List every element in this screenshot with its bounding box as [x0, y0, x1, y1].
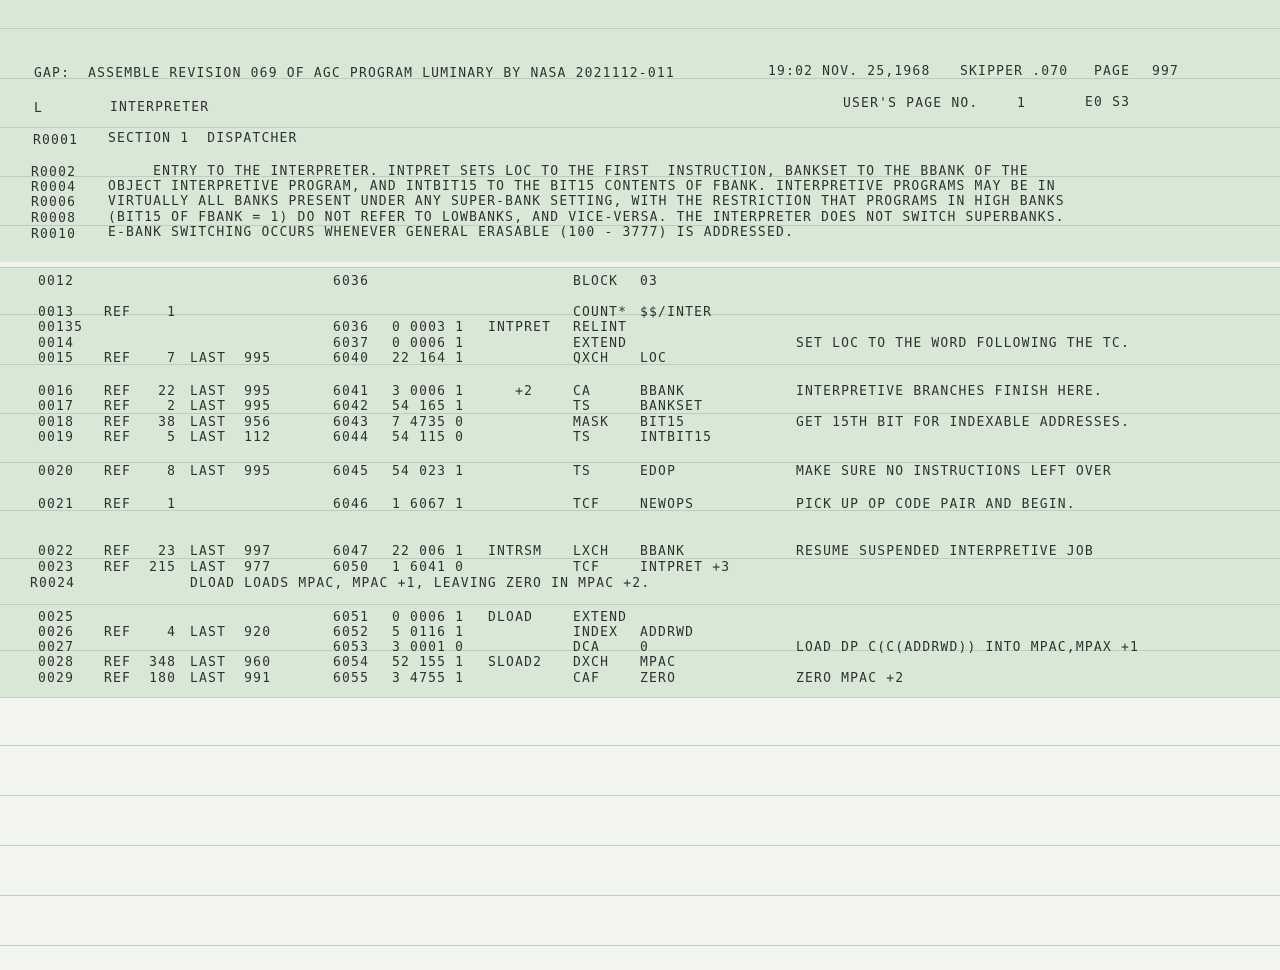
line-number: 00135	[38, 320, 84, 335]
paper-rule	[0, 795, 1280, 796]
opcode: TCF	[573, 497, 601, 512]
line-number: 0016	[38, 384, 75, 399]
operand: 03	[640, 274, 659, 289]
remark-text: (BIT15 OF FBANK = 1) DO NOT REFER TO LOWBANKS, AND VICE-VERSA. THE INTERPRETER DOES NOT SWITCH SUPERBANKS.	[108, 210, 1065, 225]
address: 6050	[333, 560, 370, 575]
opcode: COUNT*	[573, 305, 628, 320]
comment: LOAD DP C(C(ADDRWD)) INTO MPAC,MPAX +1	[796, 640, 1140, 655]
address: 6055	[333, 671, 370, 686]
ref-count: REF 22	[104, 384, 177, 399]
ref-count: REF 4	[104, 625, 177, 640]
line-number: 0020	[38, 464, 75, 479]
octal-word: 1 6067 1	[392, 497, 465, 512]
comment: ZERO MPAC +2	[796, 671, 905, 686]
operand: EDOP	[640, 464, 677, 479]
opcode: INDEX	[573, 625, 619, 640]
address: 6041	[333, 384, 370, 399]
eo-code: E0 S3	[1085, 95, 1131, 110]
paper-rule	[0, 895, 1280, 896]
octal-word: 0 0003 1	[392, 320, 465, 335]
opcode: DCA	[573, 640, 601, 655]
log-code: L	[34, 101, 44, 116]
paper-band	[0, 0, 1280, 28]
users-page-number: 1	[1017, 96, 1027, 111]
octal-word: 54 115 0	[392, 430, 465, 445]
paper-rule	[0, 28, 1280, 29]
ref-count: REF 215	[104, 560, 177, 575]
paper-rule	[0, 462, 1280, 463]
opcode: DXCH	[573, 655, 610, 670]
operand: BBANK	[640, 544, 686, 559]
operand: 0	[640, 640, 650, 655]
opcode: QXCH	[573, 351, 610, 366]
label: +2	[488, 384, 534, 399]
line-number: 0029	[38, 671, 75, 686]
line-number: 0026	[38, 625, 75, 640]
label: INTRSM	[488, 544, 543, 559]
comment: SET LOC TO THE WORD FOLLOWING THE TC.	[796, 336, 1130, 351]
assembly-title: GAP: ASSEMBLE REVISION 069 OF AGC PROGRAM LUMINARY BY NASA 2021112-011	[34, 66, 675, 81]
last-page: LAST 956	[190, 415, 272, 430]
opcode: LXCH	[573, 544, 610, 559]
remark-number: R0006	[31, 195, 77, 210]
remark-text: E-BANK SWITCHING OCCURS WHENEVER GENERAL ERASABLE (100 - 3777) IS ADDRESSED.	[108, 225, 795, 240]
ref-count: REF 23	[104, 544, 177, 559]
opcode: EXTEND	[573, 610, 628, 625]
paper-rule	[0, 697, 1280, 698]
paper-rule	[0, 267, 1280, 268]
opcode: TS	[573, 399, 592, 414]
opcode: TS	[573, 430, 592, 445]
paper-rule	[0, 604, 1280, 605]
last-page: LAST 995	[190, 399, 272, 414]
address: 6051	[333, 610, 370, 625]
octal-word: 3 0001 0	[392, 640, 465, 655]
label: DLOAD	[488, 610, 534, 625]
section-number: R0001	[33, 133, 79, 148]
octal-word: 22 006 1	[392, 544, 465, 559]
octal-word: 3 0006 1	[392, 384, 465, 399]
operand: BIT15	[640, 415, 686, 430]
ref-count: REF 180	[104, 671, 177, 686]
last-page: LAST 995	[190, 464, 272, 479]
octal-word: 0 0006 1	[392, 610, 465, 625]
last-page: LAST 960	[190, 655, 272, 670]
octal-word: 5 0116 1	[392, 625, 465, 640]
remark-number: R0010	[31, 227, 77, 242]
paper-rule	[0, 945, 1280, 946]
octal-word: 52 155 1	[392, 655, 465, 670]
operand: MPAC	[640, 655, 677, 670]
last-page: LAST 995	[190, 384, 272, 399]
address: 6053	[333, 640, 370, 655]
address: 6047	[333, 544, 370, 559]
operand: $$/INTER	[640, 305, 713, 320]
comment: GET 15TH BIT FOR INDEXABLE ADDRESSES.	[796, 415, 1130, 430]
opcode: CAF	[573, 671, 601, 686]
operand: BANKSET	[640, 399, 704, 414]
octal-word: 22 164 1	[392, 351, 465, 366]
address: 6044	[333, 430, 370, 445]
address: 6052	[333, 625, 370, 640]
octal-word: 0 0006 1	[392, 336, 465, 351]
last-page: LAST 977	[190, 560, 272, 575]
operand: INTPRET +3	[640, 560, 731, 575]
address: 6040	[333, 351, 370, 366]
remark-number: R0024	[30, 576, 76, 591]
ref-count: REF 7	[104, 351, 177, 366]
opcode: TS	[573, 464, 592, 479]
paper-rule	[0, 127, 1280, 128]
comment: INTERPRETIVE BRANCHES FINISH HERE.	[796, 384, 1103, 399]
remark-text: OBJECT INTERPRETIVE PROGRAM, AND INTBIT15 TO THE BIT15 CONTENTS OF FBANK. INTERPRETIVE PROGRAMS MAY BE IN	[108, 179, 1056, 194]
page-number: 997	[1152, 64, 1180, 79]
opcode: TCF	[573, 560, 601, 575]
last-page: LAST 997	[190, 544, 272, 559]
opcode: BLOCK	[573, 274, 619, 289]
remark-number: R0002	[31, 165, 77, 180]
address: 6045	[333, 464, 370, 479]
users-page-label: USER'S PAGE NO.	[843, 96, 979, 111]
last-page: LAST 920	[190, 625, 272, 640]
opcode: RELINT	[573, 320, 628, 335]
address: 6036	[333, 274, 370, 289]
remark-text: DLOAD LOADS MPAC, MPAC +1, LEAVING ZERO IN MPAC +2.	[190, 576, 651, 591]
last-page: LAST 112	[190, 430, 272, 445]
ref-count: REF 1	[104, 497, 177, 512]
line-number: 0021	[38, 497, 75, 512]
assembly-datetime: 19:02 NOV. 25,1968	[768, 64, 931, 79]
operand: INTBIT15	[640, 430, 713, 445]
address: 6037	[333, 336, 370, 351]
last-page: LAST 991	[190, 671, 272, 686]
opcode: CA	[573, 384, 592, 399]
comment: RESUME SUSPENDED INTERPRETIVE JOB	[796, 544, 1094, 559]
ref-count: REF 1	[104, 305, 177, 320]
paper-rule	[0, 745, 1280, 746]
line-number: 0027	[38, 640, 75, 655]
line-number: 0015	[38, 351, 75, 366]
operand: NEWOPS	[640, 497, 695, 512]
line-number: 0017	[38, 399, 75, 414]
octal-word: 54 165 1	[392, 399, 465, 414]
operand: ZERO	[640, 671, 677, 686]
label: INTPRET	[488, 320, 552, 335]
section-title: SECTION 1 DISPATCHER	[108, 131, 298, 146]
remark-number: R0004	[31, 180, 77, 195]
address: 6046	[333, 497, 370, 512]
octal-word: 3 4755 1	[392, 671, 465, 686]
line-number: 0028	[38, 655, 75, 670]
octal-word: 7 4735 0	[392, 415, 465, 430]
line-number: 0013	[38, 305, 75, 320]
octal-word: 54 023 1	[392, 464, 465, 479]
remark-text: ENTRY TO THE INTERPRETER. INTPRET SETS LOC TO THE FIRST INSTRUCTION, BANKSET TO THE BBANK OF THE	[108, 164, 1029, 179]
line-number: 0023	[38, 560, 75, 575]
comment: PICK UP OP CODE PAIR AND BEGIN.	[796, 497, 1076, 512]
operand: LOC	[640, 351, 668, 366]
line-number: 0019	[38, 430, 75, 445]
line-number: 0012	[38, 274, 75, 289]
operand: ADDRWD	[640, 625, 695, 640]
ref-count: REF 348	[104, 655, 177, 670]
opcode: EXTEND	[573, 336, 628, 351]
ref-count: REF 38	[104, 415, 177, 430]
address: 6054	[333, 655, 370, 670]
ref-count: REF 8	[104, 464, 177, 479]
last-page: LAST 995	[190, 351, 272, 366]
paper-band	[0, 698, 1280, 970]
page-label: PAGE	[1094, 64, 1131, 79]
line-number: 0025	[38, 610, 75, 625]
remark-text: VIRTUALLY ALL BANKS PRESENT UNDER ANY SUPER-BANK SETTING, WITH THE RESTRICTION THAT PROGRAMS IN HIGH BANKS	[108, 194, 1065, 209]
skipper-version: SKIPPER .070	[960, 64, 1069, 79]
line-number: 0014	[38, 336, 75, 351]
log-name: INTERPRETER	[110, 100, 210, 115]
operand: BBANK	[640, 384, 686, 399]
line-number: 0022	[38, 544, 75, 559]
line-number: 0018	[38, 415, 75, 430]
paper-rule	[0, 845, 1280, 846]
label: SLOAD2	[488, 655, 543, 670]
opcode: MASK	[573, 415, 610, 430]
comment: MAKE SURE NO INSTRUCTIONS LEFT OVER	[796, 464, 1112, 479]
ref-count: REF 5	[104, 430, 177, 445]
ref-count: REF 2	[104, 399, 177, 414]
remark-number: R0008	[31, 211, 77, 226]
octal-word: 1 6041 0	[392, 560, 465, 575]
address: 6036	[333, 320, 370, 335]
address: 6042	[333, 399, 370, 414]
address: 6043	[333, 415, 370, 430]
